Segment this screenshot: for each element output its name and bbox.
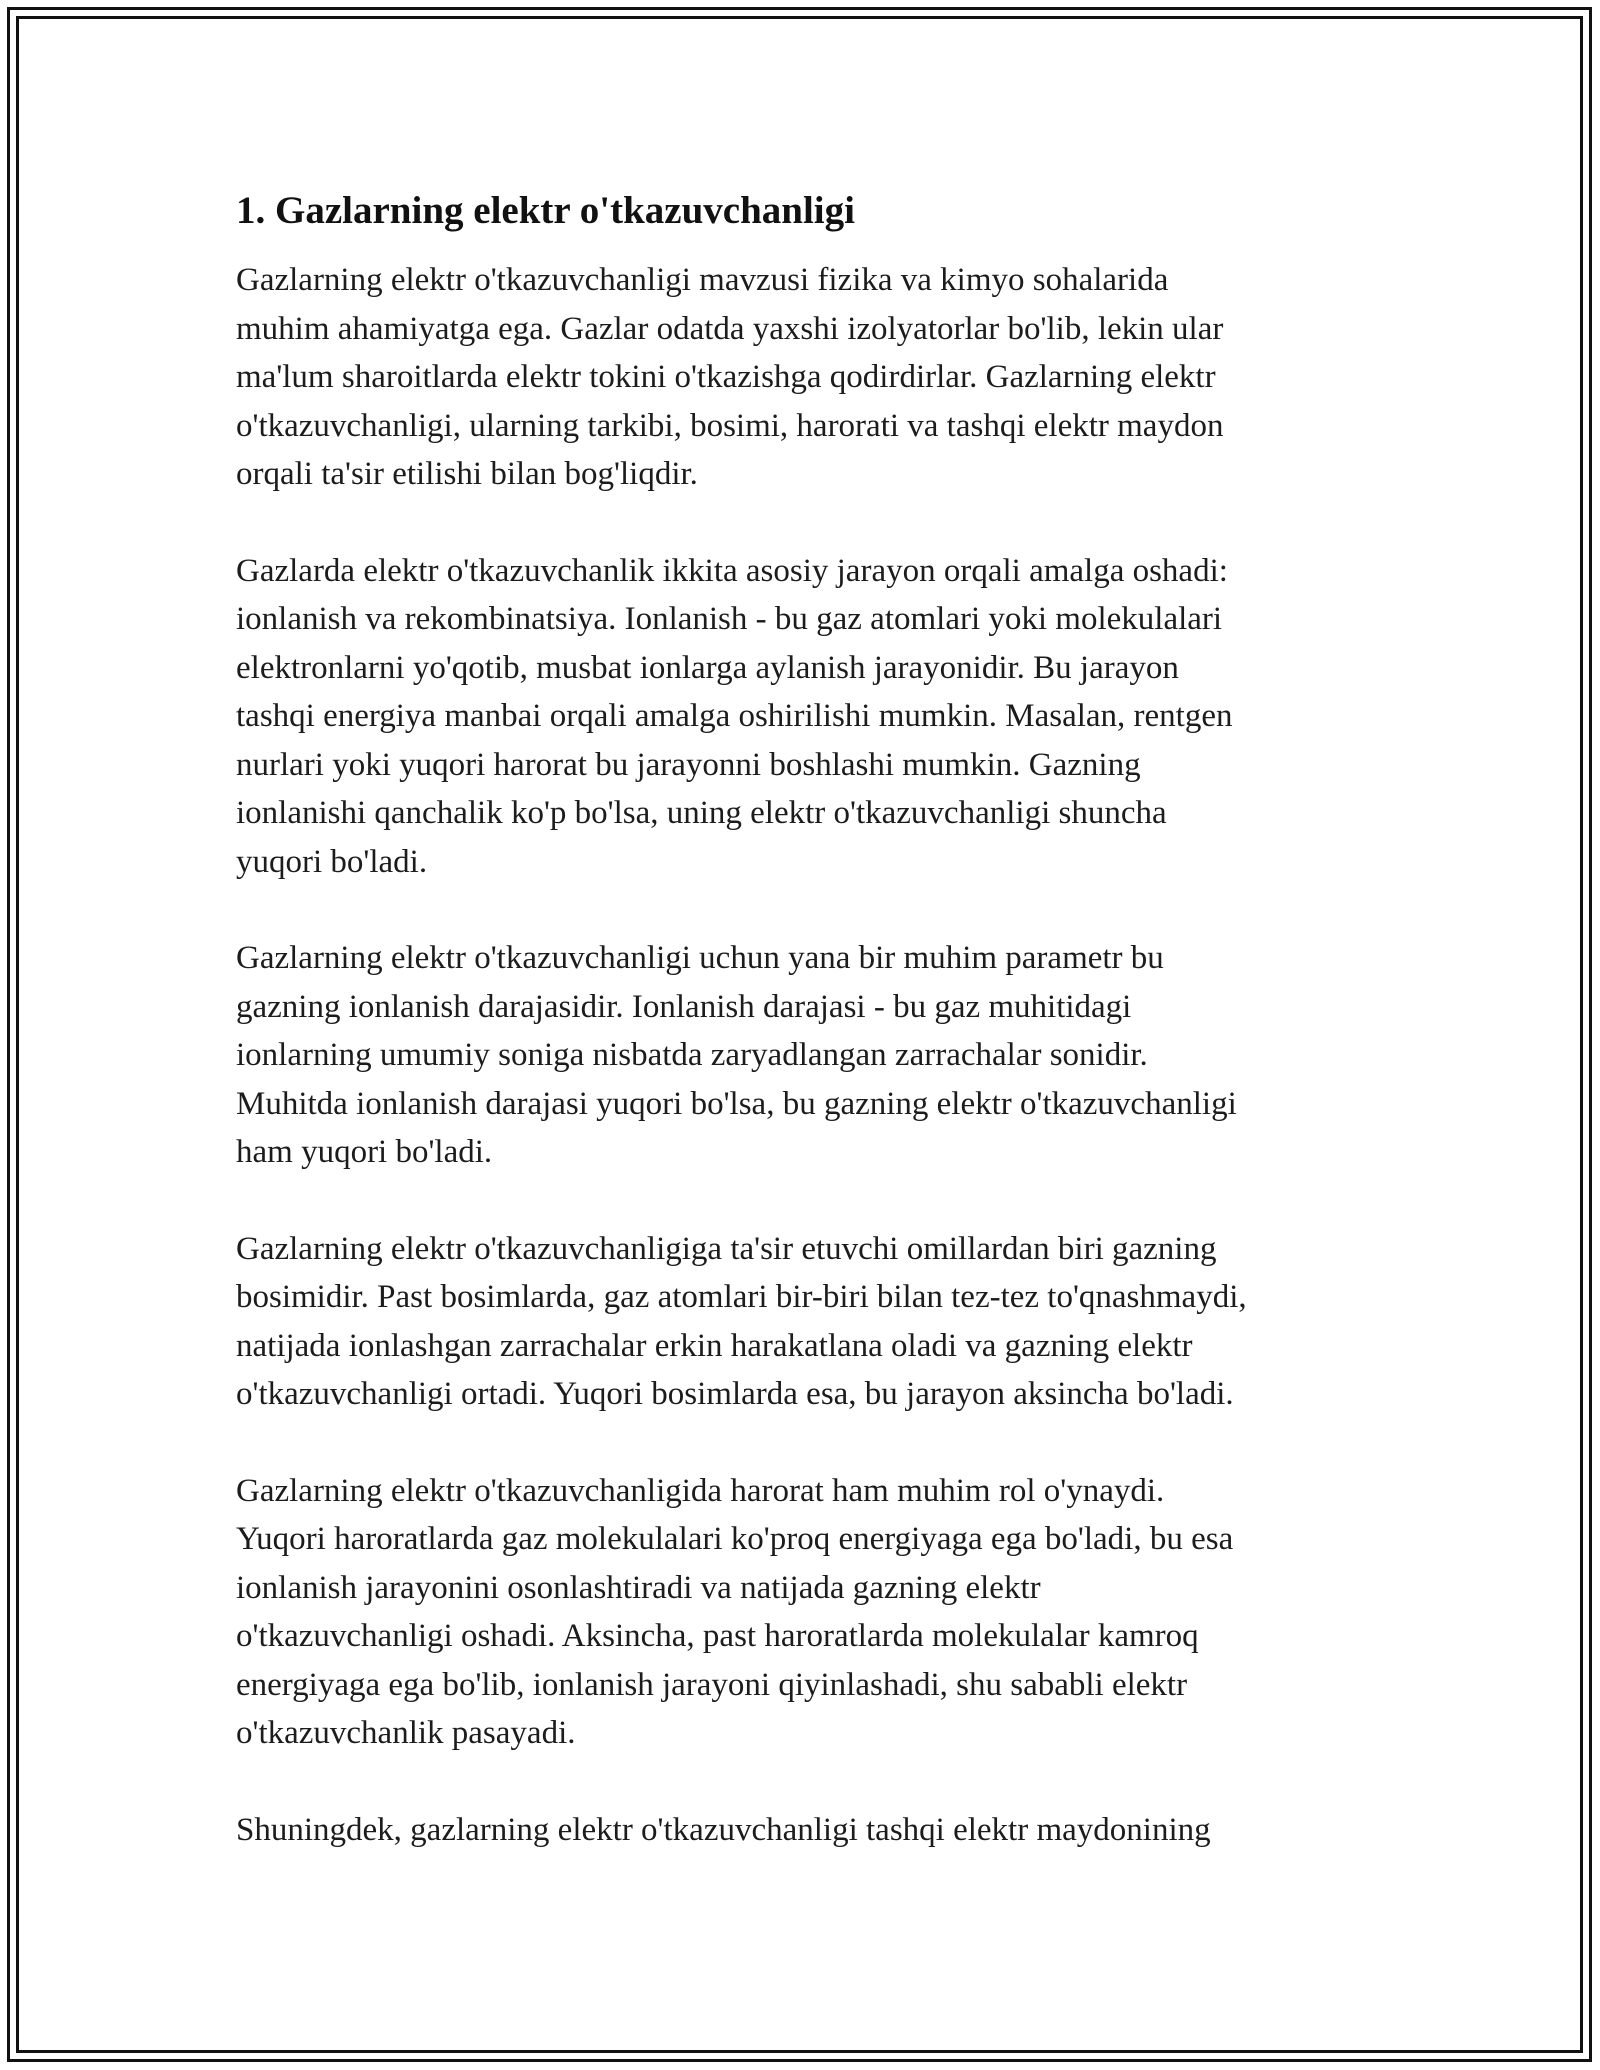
paragraph-line: ionlarning umumiy soniga nisbatda zaryadlangan zarrachalar sonidir.	[236, 1037, 1148, 1073]
paragraph-line: ionlanishi qanchalik ko'p bo'lsa, uning elektr o'tkazuvchanligi shuncha	[236, 795, 1167, 831]
paragraph-line: tashqi energiya manbai orqali amalga oshirilishi mumkin. Masalan, rentgen	[236, 698, 1233, 734]
paragraph-line: ionlanish va rekombinatsiya. Ionlanish - bu gaz atomlari yoki molekulalari	[236, 601, 1223, 637]
paragraph-line: o'tkazuvchanligi ortadi. Yuqori bosimlarda esa, bu jarayon aksincha bo'ladi.	[236, 1376, 1234, 1412]
paragraph-1	[236, 256, 1396, 499]
paragraph-5	[236, 1467, 1396, 1758]
paragraph-line: Gazlarning elektr o'tkazuvchanligiga ta'sir etuvchi omillardan biri gazning	[236, 1230, 1217, 1267]
paragraph-line: o'tkazuvchanlik pasayadi.	[236, 1715, 576, 1751]
paragraph-line: Gazlarning elektr o'tkazuvchanligida harorat ham muhim rol o'ynaydi.	[236, 1472, 1165, 1509]
paragraph-6	[236, 1806, 1396, 1855]
paragraph-line: natijada ionlashgan zarrachalar erkin harakatlana oladi va gazning elektr	[236, 1327, 1193, 1364]
paragraph-line: ham yuqori bo'ladi.	[236, 1134, 493, 1170]
paragraph-line: Gazlarda elektr o'tkazuvchanlik ikkita asosiy jarayon orqali amalga oshadi:	[236, 552, 1228, 589]
paragraph-line: elektronlarni yo'qotib, musbat ionlarga aylanish jarayonidir. Bu jarayon	[236, 649, 1179, 686]
paragraph-line: Muhitda ionlanish darajasi yuqori bo'lsa, bu gazning elektr o'tkazuvchanligi	[236, 1085, 1237, 1122]
paragraph-line: Gazlarning elektr o'tkazuvchanligi uchun yana bir muhim parametr bu	[236, 940, 1164, 976]
paragraph-line: nurlari yoki yuqori harorat bu jarayonni boshlashi mumkin. Gazning	[236, 746, 1141, 783]
page-title: 1. Gazlarning elektr o'tkazuvchanligi	[236, 189, 855, 232]
paragraph-line: yuqori bo'ladi.	[236, 843, 428, 880]
paragraph-line: ionlanish jarayonini osonlashtiradi va natijada gazning elektr	[236, 1569, 1041, 1606]
paragraph-line: gazning ionlanish darajasidir. Ionlanish darajasi - bu gaz muhitidagi	[236, 988, 1132, 1025]
paragraph-line: Yuqori haroratlarda gaz molekulalari ko'proq energiyaga ega bo'ladi, bu esa	[236, 1521, 1234, 1557]
paragraph-line: Gazlarning elektr o'tkazuvchanligi mavzusi fizika va kimyo sohalarida	[236, 262, 1169, 298]
paragraph-line: orqali ta'sir etilishi bilan bog'liqdir.	[236, 456, 698, 492]
paragraph-line: energiyaga ega bo'lib, ionlanish jarayoni qiyinlashadi, shu sababli elektr	[236, 1666, 1188, 1703]
paragraph-line: ma'lum sharoitlarda elektr tokini o'tkazishga qodirdirlar. Gazlarning elektr	[236, 359, 1216, 395]
paragraph-3	[236, 934, 1396, 1177]
paragraph-4	[236, 1225, 1396, 1419]
paragraph-line: muhim ahamiyatga ega. Gazlar odatda yaxshi izolyatorlar bo'lib, lekin ular	[236, 310, 1224, 347]
document-body	[236, 186, 1396, 1902]
paragraph-line: o'tkazuvchanligi, ularning tarkibi, bosimi, harorati va tashqi elektr maydon	[236, 407, 1224, 444]
paragraph-line: Shuningdek, gazlarning elektr o'tkazuvchanligi tashqi elektr maydonining	[236, 1811, 1211, 1848]
paragraph-line: o'tkazuvchanligi oshadi. Aksincha, past haroratlarda molekulalar kamroq	[236, 1618, 1199, 1654]
paragraph-2	[236, 547, 1396, 887]
paragraph-line: bosimidir. Past bosimlarda, gaz atomlari bir-biri bilan tez-tez to'qnashmaydi,	[236, 1279, 1247, 1315]
